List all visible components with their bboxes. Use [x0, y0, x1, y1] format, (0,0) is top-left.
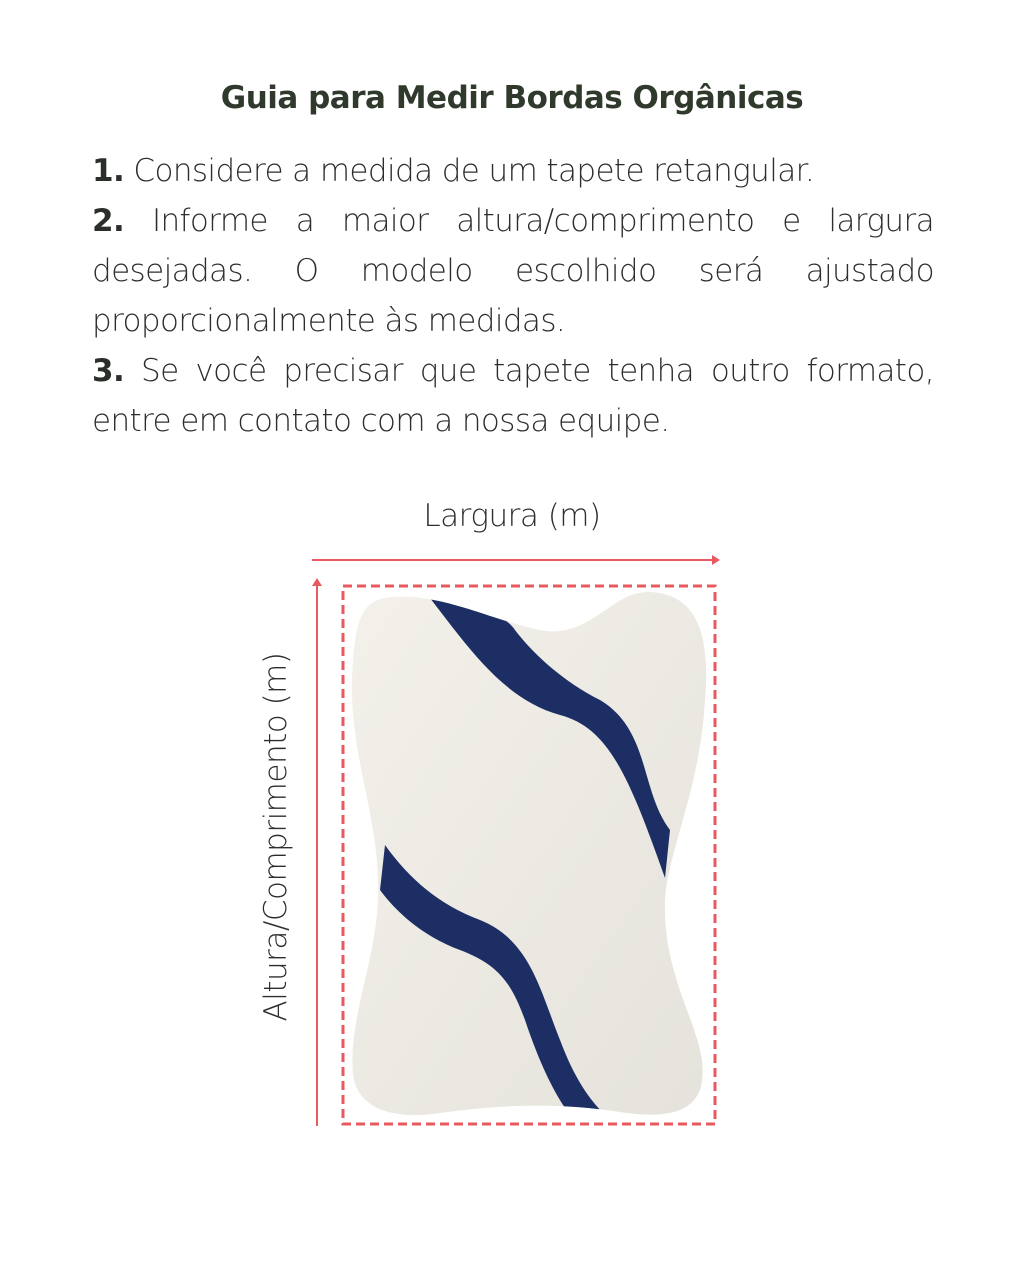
- width-arrow-head: [712, 555, 720, 565]
- step-2-number: 2.: [92, 203, 125, 239]
- step-3-text: Se você precisar que tapete tenha outro formato, entre em contato com a nossa equipe.: [92, 353, 934, 439]
- step-2-text: Informe a maior altura/comprimento e largura desejadas. O modelo escolhido será ajustado proporcionalmente às medidas.: [92, 203, 934, 339]
- height-label: Altura/Comprimento (m): [258, 652, 294, 1022]
- step-1-text: Considere a medida de um tapete retangular.: [133, 153, 815, 189]
- height-arrow-head: [312, 578, 322, 586]
- step-1-number: 1.: [92, 153, 125, 189]
- width-label: Largura (m): [423, 498, 601, 534]
- organic-rug-shape: [340, 580, 720, 1130]
- page-title: Guia para Medir Bordas Orgânicas: [220, 80, 804, 116]
- step-3-number: 3.: [92, 353, 125, 389]
